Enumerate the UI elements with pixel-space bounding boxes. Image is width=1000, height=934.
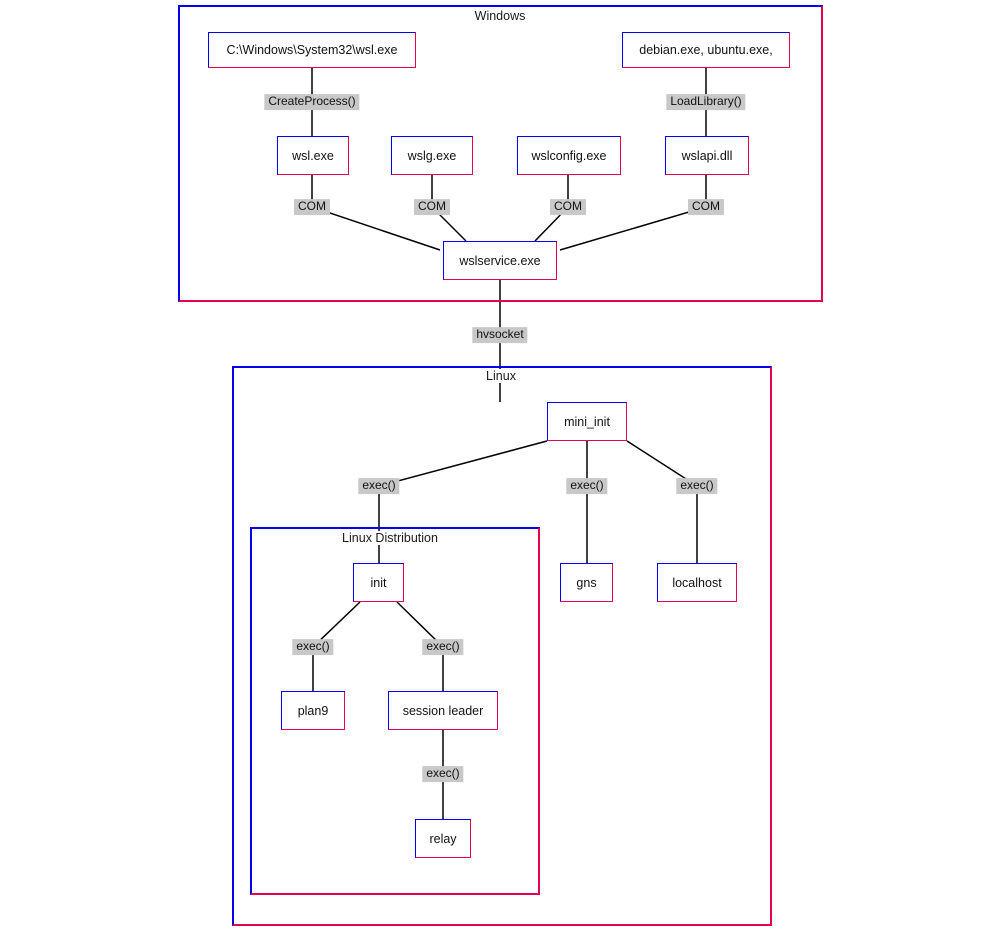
node-wslservice_exe: [443, 241, 557, 280]
node-init: [353, 563, 404, 602]
edge-label-e13: exec(): [422, 766, 463, 782]
node-wslg_exe: [391, 136, 473, 175]
node-label-distro_launchers: debian.exe, ubuntu.exe,: [639, 43, 773, 57]
edge-label-e11: exec(): [292, 639, 333, 655]
node-wsl_exe: [277, 136, 349, 175]
node-label-gns: gns: [576, 575, 597, 590]
cluster-label-windows: Windows: [470, 9, 531, 23]
node-label-wslapi_dll: wslapi.dll: [681, 148, 733, 163]
edge-label-e8: exec(): [358, 478, 399, 494]
cluster-label-distro: Linux Distribution: [337, 531, 443, 545]
node-label-session_leader: session leader: [402, 703, 484, 718]
edge-label-e5: COM: [550, 199, 586, 215]
edge-label-e10: exec(): [676, 478, 717, 494]
node-distro_launchers: [622, 32, 790, 68]
edge-label-e12: exec(): [422, 639, 463, 655]
node-wslconfig_exe: [517, 136, 621, 175]
edge-label-e4: COM: [414, 199, 450, 215]
node-plan9: [281, 691, 345, 730]
edge-label-e7: hvsocket: [472, 327, 527, 343]
node-label-mini_init: mini_init: [564, 414, 610, 429]
node-label-wslconfig_exe: wslconfig.exe: [531, 148, 607, 163]
edge-label-e3: COM: [294, 199, 330, 215]
node-mini_init: [547, 402, 627, 441]
node-session_leader: [388, 691, 498, 730]
edge-label-e9: exec(): [566, 478, 607, 494]
node-wslexe_path: [208, 32, 416, 68]
node-label-plan9: plan9: [297, 703, 329, 718]
node-label-wslexe_path: C:\Windows\System32\wsl.exe: [226, 43, 398, 57]
edge-label-e2: LoadLibrary(): [666, 94, 745, 110]
node-label-init: init: [370, 575, 387, 590]
node-label-relay: relay: [429, 831, 457, 846]
node-label-localhost: localhost: [672, 575, 722, 590]
node-label-wslservice_exe: wslservice.exe: [459, 253, 541, 268]
node-localhost: [657, 563, 737, 602]
node-wslapi_dll: [665, 136, 749, 175]
node-relay: [415, 819, 471, 858]
node-gns: [560, 563, 613, 602]
edge-label-e1: CreateProcess(): [264, 94, 359, 110]
cluster-label-linux: Linux: [481, 369, 521, 383]
edge-label-e6: COM: [688, 199, 724, 215]
node-label-wsl_exe: wsl.exe: [292, 148, 334, 163]
node-label-wslg_exe: wslg.exe: [407, 148, 457, 163]
